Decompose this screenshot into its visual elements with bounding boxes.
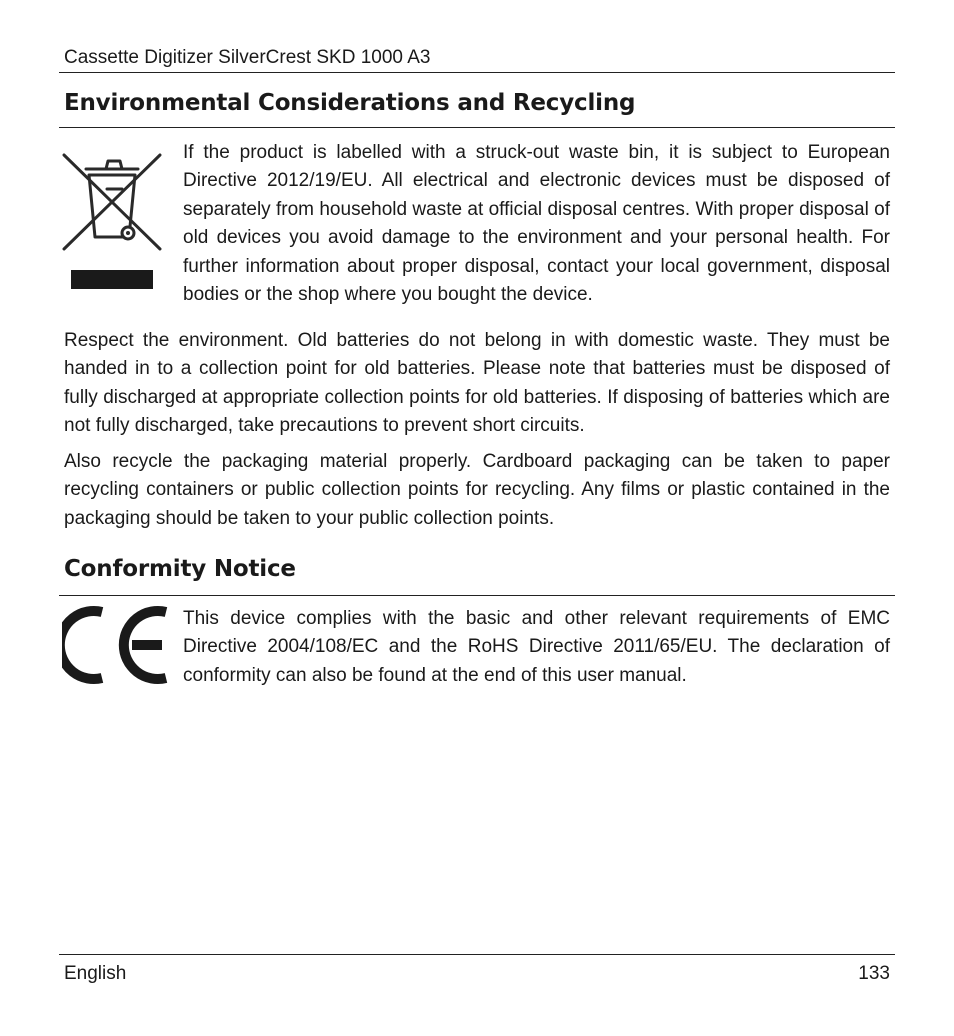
ce-mark-icon <box>62 605 172 685</box>
crossed-out-wheelie-bin-icon <box>62 147 162 295</box>
header-rule <box>59 72 895 73</box>
footer-rule <box>59 954 895 955</box>
paragraph-conformity: This device complies with the basic and other relevant requirements of EMC Directive 2004/108/EC and the RoHS Directive 2011/65/EU. The declaration of conformity can also be found at the end of this user manual. <box>183 608 890 686</box>
header-title: Cassette Digitizer SilverCrest SKD 1000 A3 <box>64 47 431 68</box>
section-rule <box>59 127 895 128</box>
page-number: 133 <box>858 963 890 984</box>
footer-language: English <box>64 963 127 984</box>
section-rule <box>59 595 895 596</box>
section-heading-environmental: Environmental Considerations and Recycling <box>64 90 636 116</box>
paragraph-packaging: Also recycle the packaging material properly. Cardboard packaging can be taken to paper recycling containers or public collection points for recycling. Any films or plastic contained in the packaging should be taken to your public collection points. <box>64 451 890 529</box>
section-heading-conformity: Conformity Notice <box>64 556 296 582</box>
paragraph-weee: If the product is labelled with a struck-out waste bin, it is subject to European Directive 2012/19/EU. All electrical and electronic devices must be disposed of separately from household waste at official disposal centres. With proper disposal of old devices you avoid damage to the environment and your personal health. For further information about proper disposal, contact your local government, disposal bodies or the shop where you bought the device. <box>183 142 890 306</box>
paragraph-batteries: Respect the environment. Old batteries do not belong in with domestic waste. They must be handed in to a collection point for old batteries. Please note that batteries must be disposed of fully discharged at appropriate collection points for old batteries. If disposing of batteries which are not fully discharged, take precautions to prevent short circuits. <box>64 330 890 437</box>
